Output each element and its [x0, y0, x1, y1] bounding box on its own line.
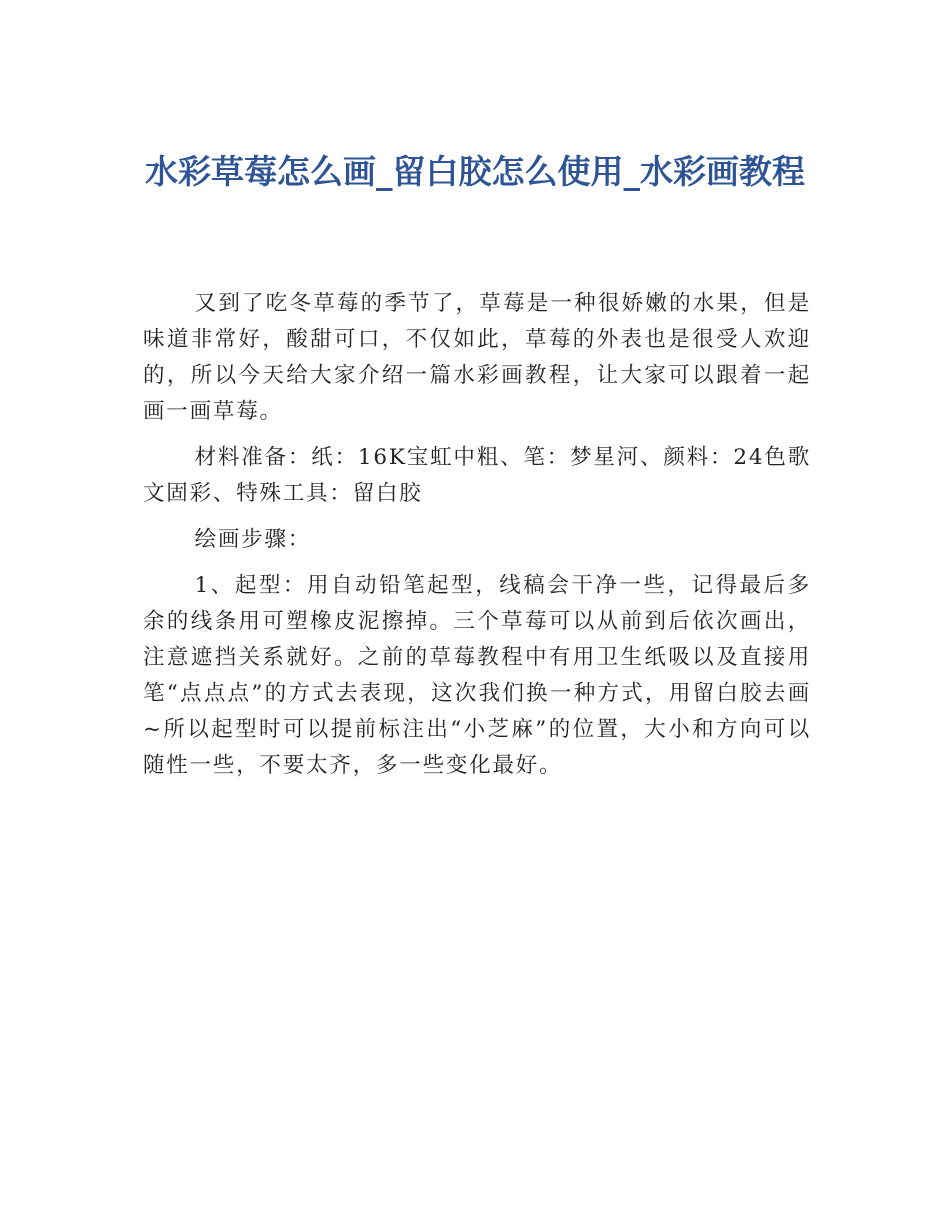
step-1-paragraph: 1、起型：用自动铅笔起型，线稿会干净一些，记得最后多余的线条用可塑橡皮泥擦掉。三个草莓可以从前到后依次画出，注意遮挡关系就好。之前的草莓教程中有用卫生纸吸以及直接用笔“点点点”的方式去表现，这次我们换一种方式，用留白胶去画~所以起型时可以提前标注出“小芝麻”的位置，大小和方向可以随性一些，不要太齐，多一些变化最好。 [143, 573, 811, 778]
materials-paragraph: 材料准备：纸：16K宝虹中粗、笔：梦星河、颜料：24色歌文固彩、特殊工具：留白胶 [143, 445, 811, 506]
intro-paragraph: 又到了吃冬草莓的季节了，草莓是一种很娇嫩的水果，但是味道非常好，酸甜可口，不仅如此，草莓的外表也是很受人欢迎的，所以今天给大家介绍一篇水彩画教程，让大家可以跟着一起画一画草莓。 [143, 291, 811, 424]
steps-heading: 绘画步骤： [194, 527, 312, 552]
document-title: 水彩草莓怎么画_留白胶怎么使用_水彩画教程 [145, 152, 805, 191]
document-body [143, 286, 811, 794]
